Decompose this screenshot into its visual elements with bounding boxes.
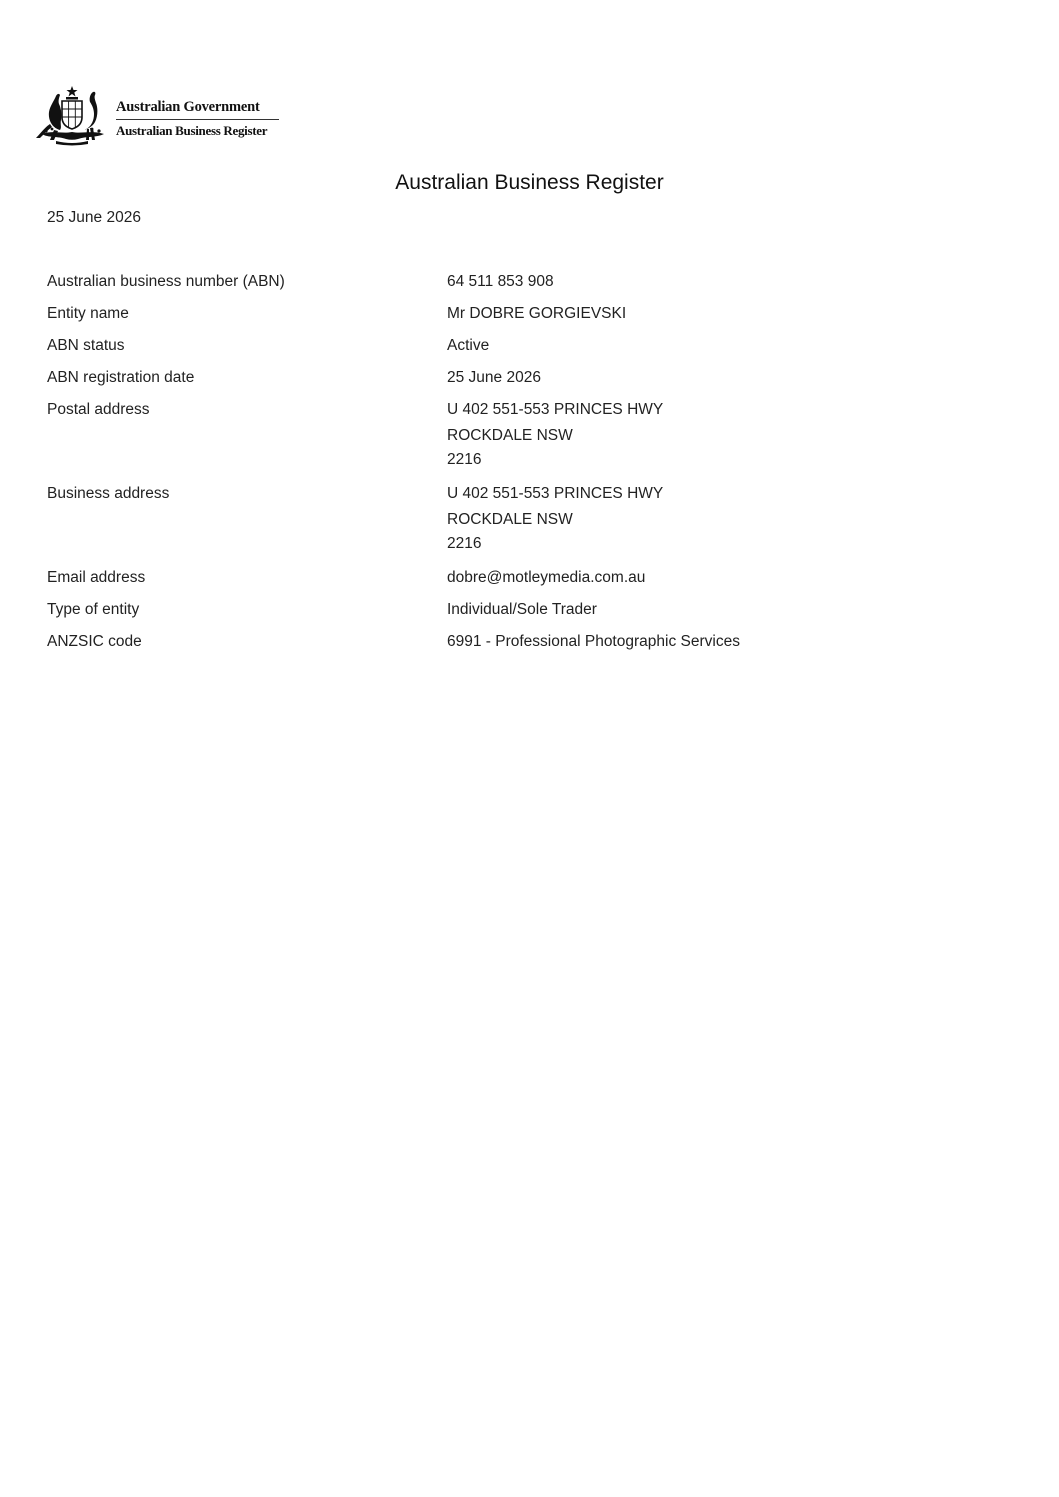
business-address-value <box>447 484 947 556</box>
abn-label: Australian business number (ABN) <box>47 273 285 290</box>
anzsic-code-label: ANZSIC code <box>47 633 142 650</box>
agency-name: Australian Business Register <box>116 123 268 138</box>
anzsic-code-value: 6991 - Professional Photographic Services <box>447 633 740 650</box>
postal-address-line: 2216 <box>447 451 482 468</box>
detail-row-email-address <box>47 568 947 588</box>
postal-address-value <box>447 400 947 472</box>
postal-address-label: Postal address <box>47 401 150 418</box>
entity-name-label: Entity name <box>47 305 129 322</box>
detail-row-type-of-entity <box>47 600 947 620</box>
business-address-line: 2216 <box>447 535 482 552</box>
abn-registration-date-value: 25 June 2026 <box>447 369 541 386</box>
government-logo <box>32 84 292 146</box>
detail-row-abn <box>47 272 947 292</box>
detail-row-entity-name <box>47 304 947 324</box>
type-of-entity-value: Individual/Sole Trader <box>447 601 597 618</box>
detail-row-postal-address <box>47 400 947 472</box>
abn-status-value: Active <box>447 337 490 354</box>
detail-row-anzsic-code <box>47 632 947 652</box>
detail-row-abn-status <box>47 336 947 356</box>
business-address-label: Business address <box>47 485 170 502</box>
coat-of-arms-icon <box>32 84 112 146</box>
abn-registration-date-label: ABN registration date <box>47 369 195 386</box>
entity-name-value: Mr DOBRE GORGIEVSKI <box>447 305 627 322</box>
page-title: Australian Business Register <box>395 171 664 194</box>
government-wordmark <box>116 98 280 139</box>
business-address-line: ROCKDALE NSW <box>447 511 573 528</box>
abn-status-label: ABN status <box>47 337 125 354</box>
document-date: 25 June 2026 <box>47 209 141 226</box>
abn-details <box>47 272 947 664</box>
abn-value: 64 511 853 908 <box>447 273 554 290</box>
detail-row-business-address <box>47 484 947 556</box>
postal-address-line: ROCKDALE NSW <box>447 427 573 444</box>
business-address-line: U 402 551-553 PRINCES HWY <box>447 485 664 502</box>
detail-row-abn-registration-date <box>47 368 947 388</box>
email-address-value: dobre@motleymedia.com.au <box>447 569 646 586</box>
postal-address-line: U 402 551-553 PRINCES HWY <box>447 401 664 418</box>
type-of-entity-label: Type of entity <box>47 601 140 618</box>
wordmark-divider <box>116 119 279 120</box>
email-address-label: Email address <box>47 569 146 586</box>
government-name: Australian Government <box>116 99 260 115</box>
